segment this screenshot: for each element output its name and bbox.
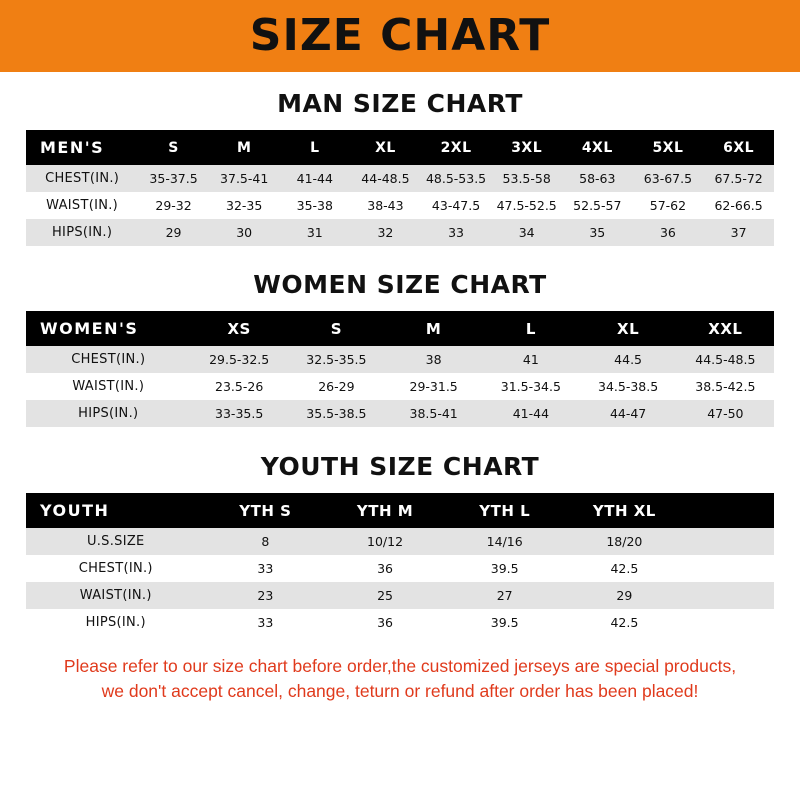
man-size-4xl: 4XL — [581, 139, 613, 156]
youth-chest-xl: 42.5 — [565, 555, 685, 582]
table-row — [26, 192, 774, 219]
women-chest-xl: 44.5 — [579, 346, 676, 373]
youth-ussize-xl: 18/20 — [565, 528, 685, 555]
table-row — [26, 609, 774, 636]
man-waist-s: 29-32 — [138, 192, 209, 219]
table-row — [26, 528, 774, 555]
man-waist-label: WAIST(IN.) — [26, 192, 138, 219]
man-size-3xl: 3XL — [511, 139, 543, 156]
women-hips-m: 38.5-41 — [385, 400, 482, 427]
women-chest-l: 41 — [482, 346, 579, 373]
women-section-title: WOMEN SIZE CHART — [253, 270, 547, 299]
man-waist-l: 35-38 — [279, 192, 350, 219]
man-chest-s: 35-37.5 — [138, 165, 209, 192]
man-hips-4xl: 35 — [562, 219, 633, 246]
table-row — [26, 165, 774, 192]
man-chest-xl: 44-48.5 — [350, 165, 421, 192]
women-size-l: L — [525, 319, 536, 338]
table-row — [26, 582, 774, 609]
women-chest-label: CHEST(IN.) — [26, 346, 191, 373]
table-row — [26, 555, 774, 582]
man-chest-l: 41-44 — [279, 165, 350, 192]
women-header-label: WOMEN'S — [40, 319, 139, 338]
man-waist-6xl: 62-66.5 — [703, 192, 774, 219]
youth-chest-s: 33 — [206, 555, 326, 582]
man-chest-3xl: 53.5-58 — [491, 165, 562, 192]
man-size-m: M — [236, 139, 252, 156]
youth-hips-s: 33 — [206, 609, 326, 636]
man-size-6xl: 6XL — [723, 139, 755, 156]
youth-section-title: YOUTH SIZE CHART — [260, 452, 540, 481]
man-hips-6xl: 37 — [703, 219, 774, 246]
man-waist-xl: 38-43 — [350, 192, 421, 219]
notice-line-2: we don't accept cancel, change, teturn or refund after order has been placed! — [101, 681, 699, 702]
women-chest-m: 38 — [385, 346, 482, 373]
youth-hips-xl: 42.5 — [565, 609, 685, 636]
man-header-row — [26, 130, 774, 165]
youth-waist-s: 23 — [206, 582, 326, 609]
women-size-xs: XS — [227, 319, 251, 338]
man-hips-2xl: 33 — [421, 219, 492, 246]
youth-waist-m: 25 — [325, 582, 445, 609]
women-hips-xxl: 47-50 — [677, 400, 774, 427]
women-size-s: S — [330, 319, 343, 338]
man-size-table — [26, 130, 774, 246]
youth-chest-m: 36 — [325, 555, 445, 582]
man-hips-l: 31 — [279, 219, 350, 246]
content-area — [0, 89, 800, 705]
youth-ussize-s: 8 — [206, 528, 326, 555]
youth-header-spacer — [684, 493, 774, 528]
man-chest-5xl: 63-67.5 — [633, 165, 704, 192]
table-row — [26, 373, 774, 400]
youth-ussize-label: U.S.SIZE — [26, 528, 206, 555]
women-hips-xs: 33-35.5 — [191, 400, 288, 427]
youth-ussize-l: 14/16 — [445, 528, 565, 555]
youth-waist-l: 27 — [445, 582, 565, 609]
women-size-xl: XL — [617, 319, 640, 338]
women-chest-s: 32.5-35.5 — [288, 346, 385, 373]
youth-size-table — [26, 493, 774, 636]
women-size-m: M — [425, 319, 442, 338]
man-hips-m: 30 — [209, 219, 280, 246]
youth-hips-label: HIPS(IN.) — [26, 609, 206, 636]
man-section-title: MAN SIZE CHART — [277, 89, 523, 118]
women-waist-xxl: 38.5-42.5 — [677, 373, 774, 400]
women-size-xxl: XXL — [708, 319, 743, 338]
man-waist-2xl: 43-47.5 — [421, 192, 492, 219]
man-hips-xl: 32 — [350, 219, 421, 246]
youth-size-s: YTH S — [239, 501, 292, 520]
man-chest-4xl: 58-63 — [562, 165, 633, 192]
man-hips-3xl: 34 — [491, 219, 562, 246]
women-waist-label: WAIST(IN.) — [26, 373, 191, 400]
youth-size-m: YTH M — [356, 501, 414, 520]
youth-size-l: YTH L — [479, 501, 531, 520]
man-waist-4xl: 52.5-57 — [562, 192, 633, 219]
youth-size-xl: YTH XL — [592, 501, 656, 520]
women-waist-m: 29-31.5 — [385, 373, 482, 400]
women-size-table — [26, 311, 774, 427]
women-chest-xxl: 44.5-48.5 — [677, 346, 774, 373]
youth-chest-l: 39.5 — [445, 555, 565, 582]
youth-row-spacer — [684, 609, 774, 636]
women-waist-s: 26-29 — [288, 373, 385, 400]
youth-row-spacer — [684, 582, 774, 609]
man-size-5xl: 5XL — [652, 139, 684, 156]
order-notice — [26, 654, 774, 705]
man-size-s: S — [168, 139, 179, 156]
women-header-row — [26, 311, 774, 346]
man-chest-label: CHEST(IN.) — [26, 165, 138, 192]
youth-hips-l: 39.5 — [445, 609, 565, 636]
man-chest-6xl: 67.5-72 — [703, 165, 774, 192]
women-hips-xl: 44-47 — [579, 400, 676, 427]
man-size-xl: XL — [375, 139, 396, 156]
man-waist-m: 32-35 — [209, 192, 280, 219]
women-hips-l: 41-44 — [482, 400, 579, 427]
man-hips-label: HIPS(IN.) — [26, 219, 138, 246]
women-waist-xs: 23.5-26 — [191, 373, 288, 400]
man-hips-s: 29 — [138, 219, 209, 246]
youth-header-label: YOUTH — [40, 501, 110, 520]
youth-header-row — [26, 493, 774, 528]
header-band — [0, 0, 800, 72]
women-waist-xl: 34.5-38.5 — [579, 373, 676, 400]
man-waist-3xl: 47.5-52.5 — [491, 192, 562, 219]
youth-waist-label: WAIST(IN.) — [26, 582, 206, 609]
women-chest-xs: 29.5-32.5 — [191, 346, 288, 373]
youth-waist-xl: 29 — [565, 582, 685, 609]
women-hips-s: 35.5-38.5 — [288, 400, 385, 427]
youth-row-spacer — [684, 555, 774, 582]
youth-ussize-m: 10/12 — [325, 528, 445, 555]
man-size-2xl: 2XL — [440, 139, 472, 156]
man-header-label: MEN'S — [40, 138, 105, 157]
youth-chest-label: CHEST(IN.) — [26, 555, 206, 582]
man-waist-5xl: 57-62 — [633, 192, 704, 219]
notice-line-1: Please refer to our size chart before order,the customized jerseys are special products, — [63, 656, 737, 676]
man-chest-m: 37.5-41 — [209, 165, 280, 192]
page-title: SIZE CHART — [249, 10, 551, 61]
table-row — [26, 400, 774, 427]
youth-hips-m: 36 — [325, 609, 445, 636]
women-hips-label: HIPS(IN.) — [26, 400, 191, 427]
women-waist-l: 31.5-34.5 — [482, 373, 579, 400]
youth-row-spacer — [684, 528, 774, 555]
table-row — [26, 346, 774, 373]
man-size-l: L — [310, 139, 320, 156]
man-hips-5xl: 36 — [633, 219, 704, 246]
man-chest-2xl: 48.5-53.5 — [421, 165, 492, 192]
table-row — [26, 219, 774, 246]
